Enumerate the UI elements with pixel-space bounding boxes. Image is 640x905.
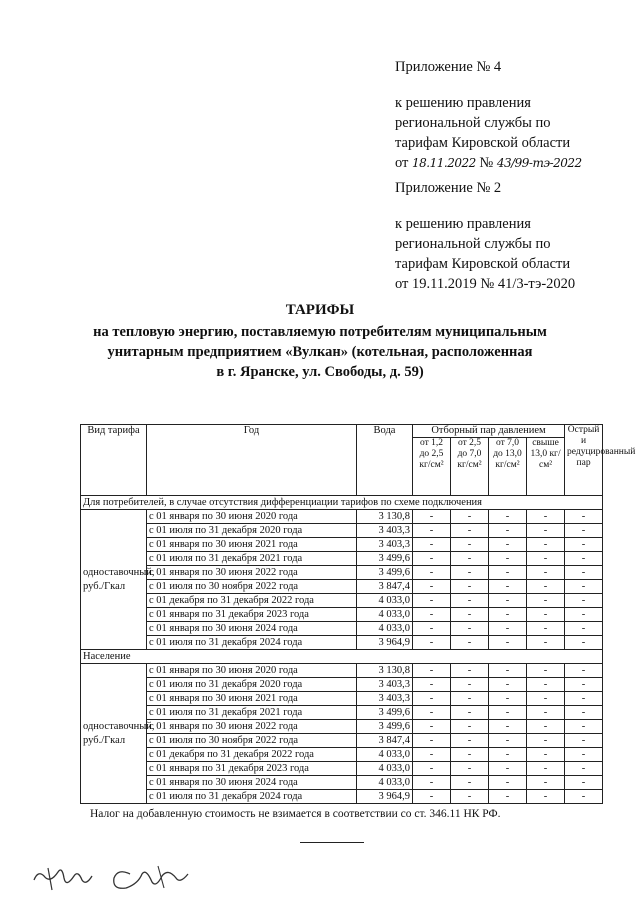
header-steam-2: от 2,5 до 7,0 кг/см² (451, 438, 489, 496)
water-tariff-cell: 3 403,3 (357, 524, 413, 538)
steam-tariff-cell: - (413, 552, 451, 566)
steam-tariff-cell: - (527, 636, 565, 650)
period-cell: с 01 января по 31 декабря 2023 года (147, 608, 357, 622)
steam-tariff-cell: - (489, 580, 527, 594)
steam-tariff-cell: - (527, 566, 565, 580)
separator-line (300, 842, 364, 843)
steam-tariff-cell: - (565, 748, 603, 762)
water-tariff-cell: 3 130,8 (357, 510, 413, 524)
steam-tariff-cell: - (451, 706, 489, 720)
header-steam-4: свыше 13,0 кг/см² (527, 438, 565, 496)
period-cell: с 01 июля по 31 декабря 2021 года (147, 706, 357, 720)
steam-tariff-cell: - (489, 636, 527, 650)
appendix-4-heading: Приложение № 4 (395, 59, 502, 75)
section-title: Население (81, 650, 603, 664)
steam-tariff-cell: - (489, 538, 527, 552)
steam-tariff-cell: - (451, 524, 489, 538)
table-row (81, 594, 603, 608)
tariff-kind-cell: одноставочный, руб./Гкал (81, 664, 147, 804)
water-tariff-cell: 3 499,6 (357, 552, 413, 566)
period-cell: с 01 июля по 31 декабря 2024 года (147, 636, 357, 650)
steam-tariff-cell: - (527, 594, 565, 608)
water-tariff-cell: 3 403,3 (357, 678, 413, 692)
steam-tariff-cell: - (565, 636, 603, 650)
steam-tariff-cell: - (527, 678, 565, 692)
water-tariff-cell: 3 499,6 (357, 720, 413, 734)
water-tariff-cell: 4 033,0 (357, 762, 413, 776)
table-row (81, 622, 603, 636)
steam-tariff-cell: - (451, 748, 489, 762)
steam-tariff-cell: - (565, 664, 603, 678)
steam-tariff-cell: - (527, 734, 565, 748)
steam-tariff-cell: - (489, 622, 527, 636)
steam-tariff-cell: - (451, 762, 489, 776)
steam-tariff-cell: - (489, 692, 527, 706)
water-tariff-cell: 4 033,0 (357, 608, 413, 622)
steam-tariff-cell: - (565, 776, 603, 790)
steam-tariff-cell: - (527, 608, 565, 622)
period-cell: с 01 января по 30 июня 2022 года (147, 720, 357, 734)
period-cell: с 01 января по 30 июня 2020 года (147, 510, 357, 524)
steam-tariff-cell: - (413, 762, 451, 776)
steam-tariff-cell: - (527, 510, 565, 524)
water-tariff-cell: 3 964,9 (357, 636, 413, 650)
steam-tariff-cell: - (527, 552, 565, 566)
water-tariff-cell: 3 847,4 (357, 580, 413, 594)
steam-tariff-cell: - (489, 608, 527, 622)
steam-tariff-cell: - (489, 706, 527, 720)
steam-tariff-cell: - (451, 594, 489, 608)
steam-tariff-cell: - (413, 748, 451, 762)
appendix-2-block (395, 178, 575, 294)
appendix-4-line-1: к решению правления (395, 95, 531, 111)
steam-tariff-cell: - (451, 734, 489, 748)
title-main: ТАРИФЫ (285, 302, 355, 318)
steam-tariff-cell: - (489, 734, 527, 748)
steam-tariff-cell: - (565, 580, 603, 594)
table-row (81, 552, 603, 566)
vat-footnote: Налог на добавленную стоимость не взимается в соответствии со ст. 346.11 НК РФ. (90, 808, 501, 820)
table-row (81, 636, 603, 650)
steam-tariff-cell: - (451, 790, 489, 804)
table-row (81, 678, 603, 692)
steam-tariff-cell: - (565, 762, 603, 776)
steam-tariff-cell: - (489, 664, 527, 678)
period-cell: с 01 января по 30 июня 2021 года (147, 692, 357, 706)
table-row (81, 720, 603, 734)
steam-tariff-cell: - (413, 622, 451, 636)
steam-tariff-cell: - (413, 594, 451, 608)
water-tariff-cell: 3 403,3 (357, 692, 413, 706)
steam-tariff-cell: - (451, 510, 489, 524)
table-row (81, 776, 603, 790)
table-row (81, 790, 603, 804)
period-cell: с 01 января по 30 июня 2020 года (147, 664, 357, 678)
steam-tariff-cell: - (489, 790, 527, 804)
steam-tariff-cell: - (413, 720, 451, 734)
water-tariff-cell: 3 403,3 (357, 538, 413, 552)
steam-tariff-cell: - (489, 762, 527, 776)
steam-tariff-cell: - (451, 580, 489, 594)
steam-tariff-cell: - (527, 762, 565, 776)
header-water: Вода (357, 425, 413, 496)
appendix-2-line-3: тарифам Кировской области (395, 256, 571, 272)
table-row (81, 734, 603, 748)
steam-tariff-cell: - (451, 664, 489, 678)
water-tariff-cell: 3 499,6 (357, 706, 413, 720)
steam-tariff-cell: - (413, 678, 451, 692)
table-row (81, 664, 603, 678)
steam-tariff-cell: - (527, 538, 565, 552)
period-cell: с 01 июля по 30 ноября 2022 года (147, 734, 357, 748)
steam-tariff-cell: - (489, 594, 527, 608)
period-cell: с 01 декабря по 31 декабря 2022 года (147, 594, 357, 608)
appendix-4-date-value: 18.11.2022 (412, 156, 476, 170)
water-tariff-cell: 3 499,6 (357, 566, 413, 580)
steam-tariff-cell: - (527, 720, 565, 734)
steam-tariff-cell: - (489, 552, 527, 566)
document-title (70, 300, 570, 382)
period-cell: с 01 июля по 31 декабря 2021 года (147, 552, 357, 566)
steam-tariff-cell: - (489, 776, 527, 790)
period-cell: с 01 января по 30 июня 2024 года (147, 776, 357, 790)
period-cell: с 01 декабря по 31 декабря 2022 года (147, 748, 357, 762)
water-tariff-cell: 3 964,9 (357, 790, 413, 804)
period-cell: с 01 января по 30 июня 2022 года (147, 566, 357, 580)
section-title-row (81, 650, 603, 664)
steam-tariff-cell: - (451, 538, 489, 552)
steam-tariff-cell: - (451, 776, 489, 790)
tariffs-table (80, 424, 636, 804)
steam-tariff-cell: - (413, 538, 451, 552)
steam-tariff-cell: - (413, 524, 451, 538)
appendix-4-number-value: 43/99-тэ-2022 (496, 156, 582, 170)
steam-tariff-cell: - (413, 510, 451, 524)
handwritten-signatures-icon (30, 858, 230, 903)
section-population (81, 650, 603, 804)
water-tariff-cell: 3 847,4 (357, 734, 413, 748)
steam-tariff-cell: - (451, 552, 489, 566)
steam-tariff-cell: - (565, 510, 603, 524)
steam-tariff-cell: - (413, 734, 451, 748)
appendix-4-date-line (395, 153, 582, 173)
water-tariff-cell: 3 130,8 (357, 664, 413, 678)
section-consumers (81, 496, 603, 650)
table-row (81, 580, 603, 594)
steam-tariff-cell: - (489, 524, 527, 538)
table-row (81, 538, 603, 552)
steam-tariff-cell: - (527, 790, 565, 804)
tariff-kind-cell: одноставочный, руб./Гкал (81, 510, 147, 650)
header-steam-group: Отборный пар давлением (413, 425, 565, 438)
water-tariff-cell: 4 033,0 (357, 622, 413, 636)
steam-tariff-cell: - (489, 720, 527, 734)
steam-tariff-cell: - (413, 706, 451, 720)
table-row (81, 762, 603, 776)
title-line-1: на тепловую энергию, поставляемую потребителям муниципальным (93, 324, 547, 340)
period-cell: с 01 июля по 30 ноября 2022 года (147, 580, 357, 594)
steam-tariff-cell: - (413, 776, 451, 790)
period-cell: с 01 июля по 31 декабря 2024 года (147, 790, 357, 804)
appendix-4-block (395, 57, 582, 173)
steam-tariff-cell: - (527, 706, 565, 720)
steam-tariff-cell: - (565, 720, 603, 734)
appendix-4-date-prefix: от (395, 155, 409, 171)
steam-tariff-cell: - (565, 678, 603, 692)
steam-tariff-cell: - (413, 566, 451, 580)
steam-tariff-cell: - (489, 748, 527, 762)
period-cell: с 01 июля по 31 декабря 2020 года (147, 678, 357, 692)
table-row (81, 706, 603, 720)
table-row (81, 510, 603, 524)
steam-tariff-cell: - (451, 636, 489, 650)
steam-tariff-cell: - (527, 580, 565, 594)
steam-tariff-cell: - (413, 636, 451, 650)
water-tariff-cell: 4 033,0 (357, 594, 413, 608)
steam-tariff-cell: - (527, 776, 565, 790)
steam-tariff-cell: - (527, 622, 565, 636)
table-row (81, 748, 603, 762)
steam-tariff-cell: - (565, 594, 603, 608)
steam-tariff-cell: - (565, 552, 603, 566)
steam-tariff-cell: - (413, 790, 451, 804)
steam-tariff-cell: - (565, 566, 603, 580)
appendix-4-line-3: тарифам Кировской области (395, 135, 571, 151)
appendix-4-number-prefix: № (479, 155, 494, 171)
section-title: Для потребителей, в случае отсутствия дифференциации тарифов по схеме подключения (81, 496, 603, 510)
header-steam-1: от 1,2 до 2,5 кг/см² (413, 438, 451, 496)
steam-tariff-cell: - (451, 692, 489, 706)
steam-tariff-cell: - (451, 608, 489, 622)
water-tariff-cell: 4 033,0 (357, 748, 413, 762)
appendix-2-heading: Приложение № 2 (395, 180, 502, 196)
steam-tariff-cell: - (413, 580, 451, 594)
title-line-2: унитарным предприятием «Вулкан» (котельная, расположенная (107, 344, 533, 360)
header-period: Год (147, 425, 357, 496)
steam-tariff-cell: - (451, 622, 489, 636)
period-cell: с 01 января по 30 июня 2024 года (147, 622, 357, 636)
steam-tariff-cell: - (413, 608, 451, 622)
header-kind: Вид тарифа (81, 425, 147, 496)
period-cell: с 01 января по 31 декабря 2023 года (147, 762, 357, 776)
steam-tariff-cell: - (451, 720, 489, 734)
steam-tariff-cell: - (565, 608, 603, 622)
water-tariff-cell: 4 033,0 (357, 776, 413, 790)
steam-tariff-cell: - (527, 524, 565, 538)
steam-tariff-cell: - (489, 510, 527, 524)
steam-tariff-cell: - (413, 664, 451, 678)
period-cell: с 01 января по 30 июня 2021 года (147, 538, 357, 552)
table-row (81, 566, 603, 580)
appendix-2-line-1: к решению правления (395, 216, 531, 232)
table-row (81, 608, 603, 622)
steam-tariff-cell: - (527, 748, 565, 762)
table-row (81, 524, 603, 538)
header-steam-3: от 7,0 до 13,0 кг/см² (489, 438, 527, 496)
table-row (81, 692, 603, 706)
steam-tariff-cell: - (451, 566, 489, 580)
steam-tariff-cell: - (413, 692, 451, 706)
steam-tariff-cell: - (565, 790, 603, 804)
section-title-row (81, 496, 603, 510)
header-steam-sharp: Острый и редуцированный пар (565, 425, 603, 496)
steam-tariff-cell: - (489, 566, 527, 580)
steam-tariff-cell: - (565, 622, 603, 636)
appendix-2-line-4: от 19.11.2019 № 41/3-тэ-2020 (395, 276, 576, 292)
steam-tariff-cell: - (527, 692, 565, 706)
steam-tariff-cell: - (565, 524, 603, 538)
steam-tariff-cell: - (527, 664, 565, 678)
steam-tariff-cell: - (489, 678, 527, 692)
steam-tariff-cell: - (565, 734, 603, 748)
steam-tariff-cell: - (565, 706, 603, 720)
period-cell: с 01 июля по 31 декабря 2020 года (147, 524, 357, 538)
steam-tariff-cell: - (451, 678, 489, 692)
steam-tariff-cell: - (565, 692, 603, 706)
appendix-2-line-2: региональной службы по (395, 236, 551, 252)
steam-tariff-cell: - (565, 538, 603, 552)
title-line-3: в г. Яранске, ул. Свободы, д. 59) (216, 364, 424, 380)
appendix-4-line-2: региональной службы по (395, 115, 551, 131)
